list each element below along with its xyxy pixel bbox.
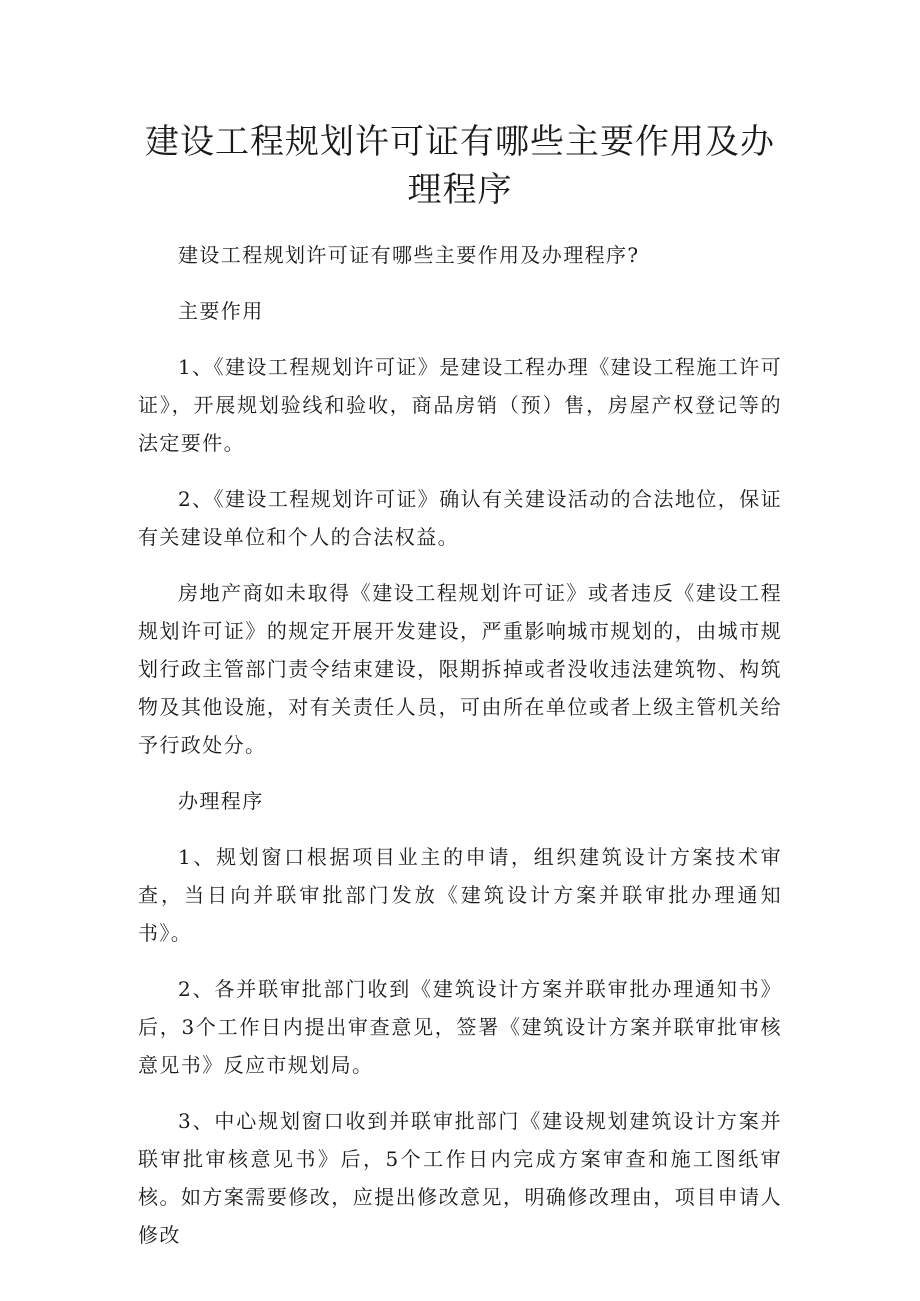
function-item-2: 2、《建设工程规划许可证》确认有关建设活动的合法地位，保证有关建设单位和个人的合法权益。 — [138, 487, 782, 549]
procedure-step-3: 3、中心规划窗口收到并联审批部门《建设规划建筑设计方案并联审批审核意见书》后，5个工作日内完成方案审查和施工图纸审核。如方案需要修改，应提出修改意见，明确修改理由，项目申请人修改 — [138, 1109, 782, 1247]
document-body — [138, 236, 782, 1254]
document-title: 建设工程规划许可证有哪些主要作用及办理程序 — [145, 122, 775, 210]
function-item-1: 1、《建设工程规划许可证》是建设工程办理《建设工程施工许可证》，开展规划验线和验收，商品房销（预）售，房屋产权登记等的法定要件。 — [138, 355, 782, 455]
procedure-step-1: 1、规划窗口根据项目业主的申请，组织建筑设计方案技术审查，当日向并联审批部门发放《建筑设计方案并联审批办理通知书》。 — [138, 845, 782, 945]
penalty-paragraph: 房地产商如未取得《建设工程规划许可证》或者违反《建设工程规划许可证》的规定开展开发建设，严重影响城市规划的，由城市规划行政主管部门责令结束建设，限期拆掉或者没收违法建筑物、构筑物及其他设施，对有关责任人员，可由所在单位或者上级主管机关给予行政处分。 — [138, 581, 782, 757]
section-heading-main-functions: 主要作用 — [178, 299, 264, 323]
procedure-step-2: 2、各并联审批部门收到《建筑设计方案并联审批办理通知书》后，3个工作日内提出审查意见，签署《建筑设计方案并联审批审核意见书》反应市规划局。 — [138, 977, 782, 1077]
section-heading-procedure: 办理程序 — [178, 789, 264, 813]
question-paragraph: 建设工程规划许可证有哪些主要作用及办理程序? — [178, 243, 640, 267]
